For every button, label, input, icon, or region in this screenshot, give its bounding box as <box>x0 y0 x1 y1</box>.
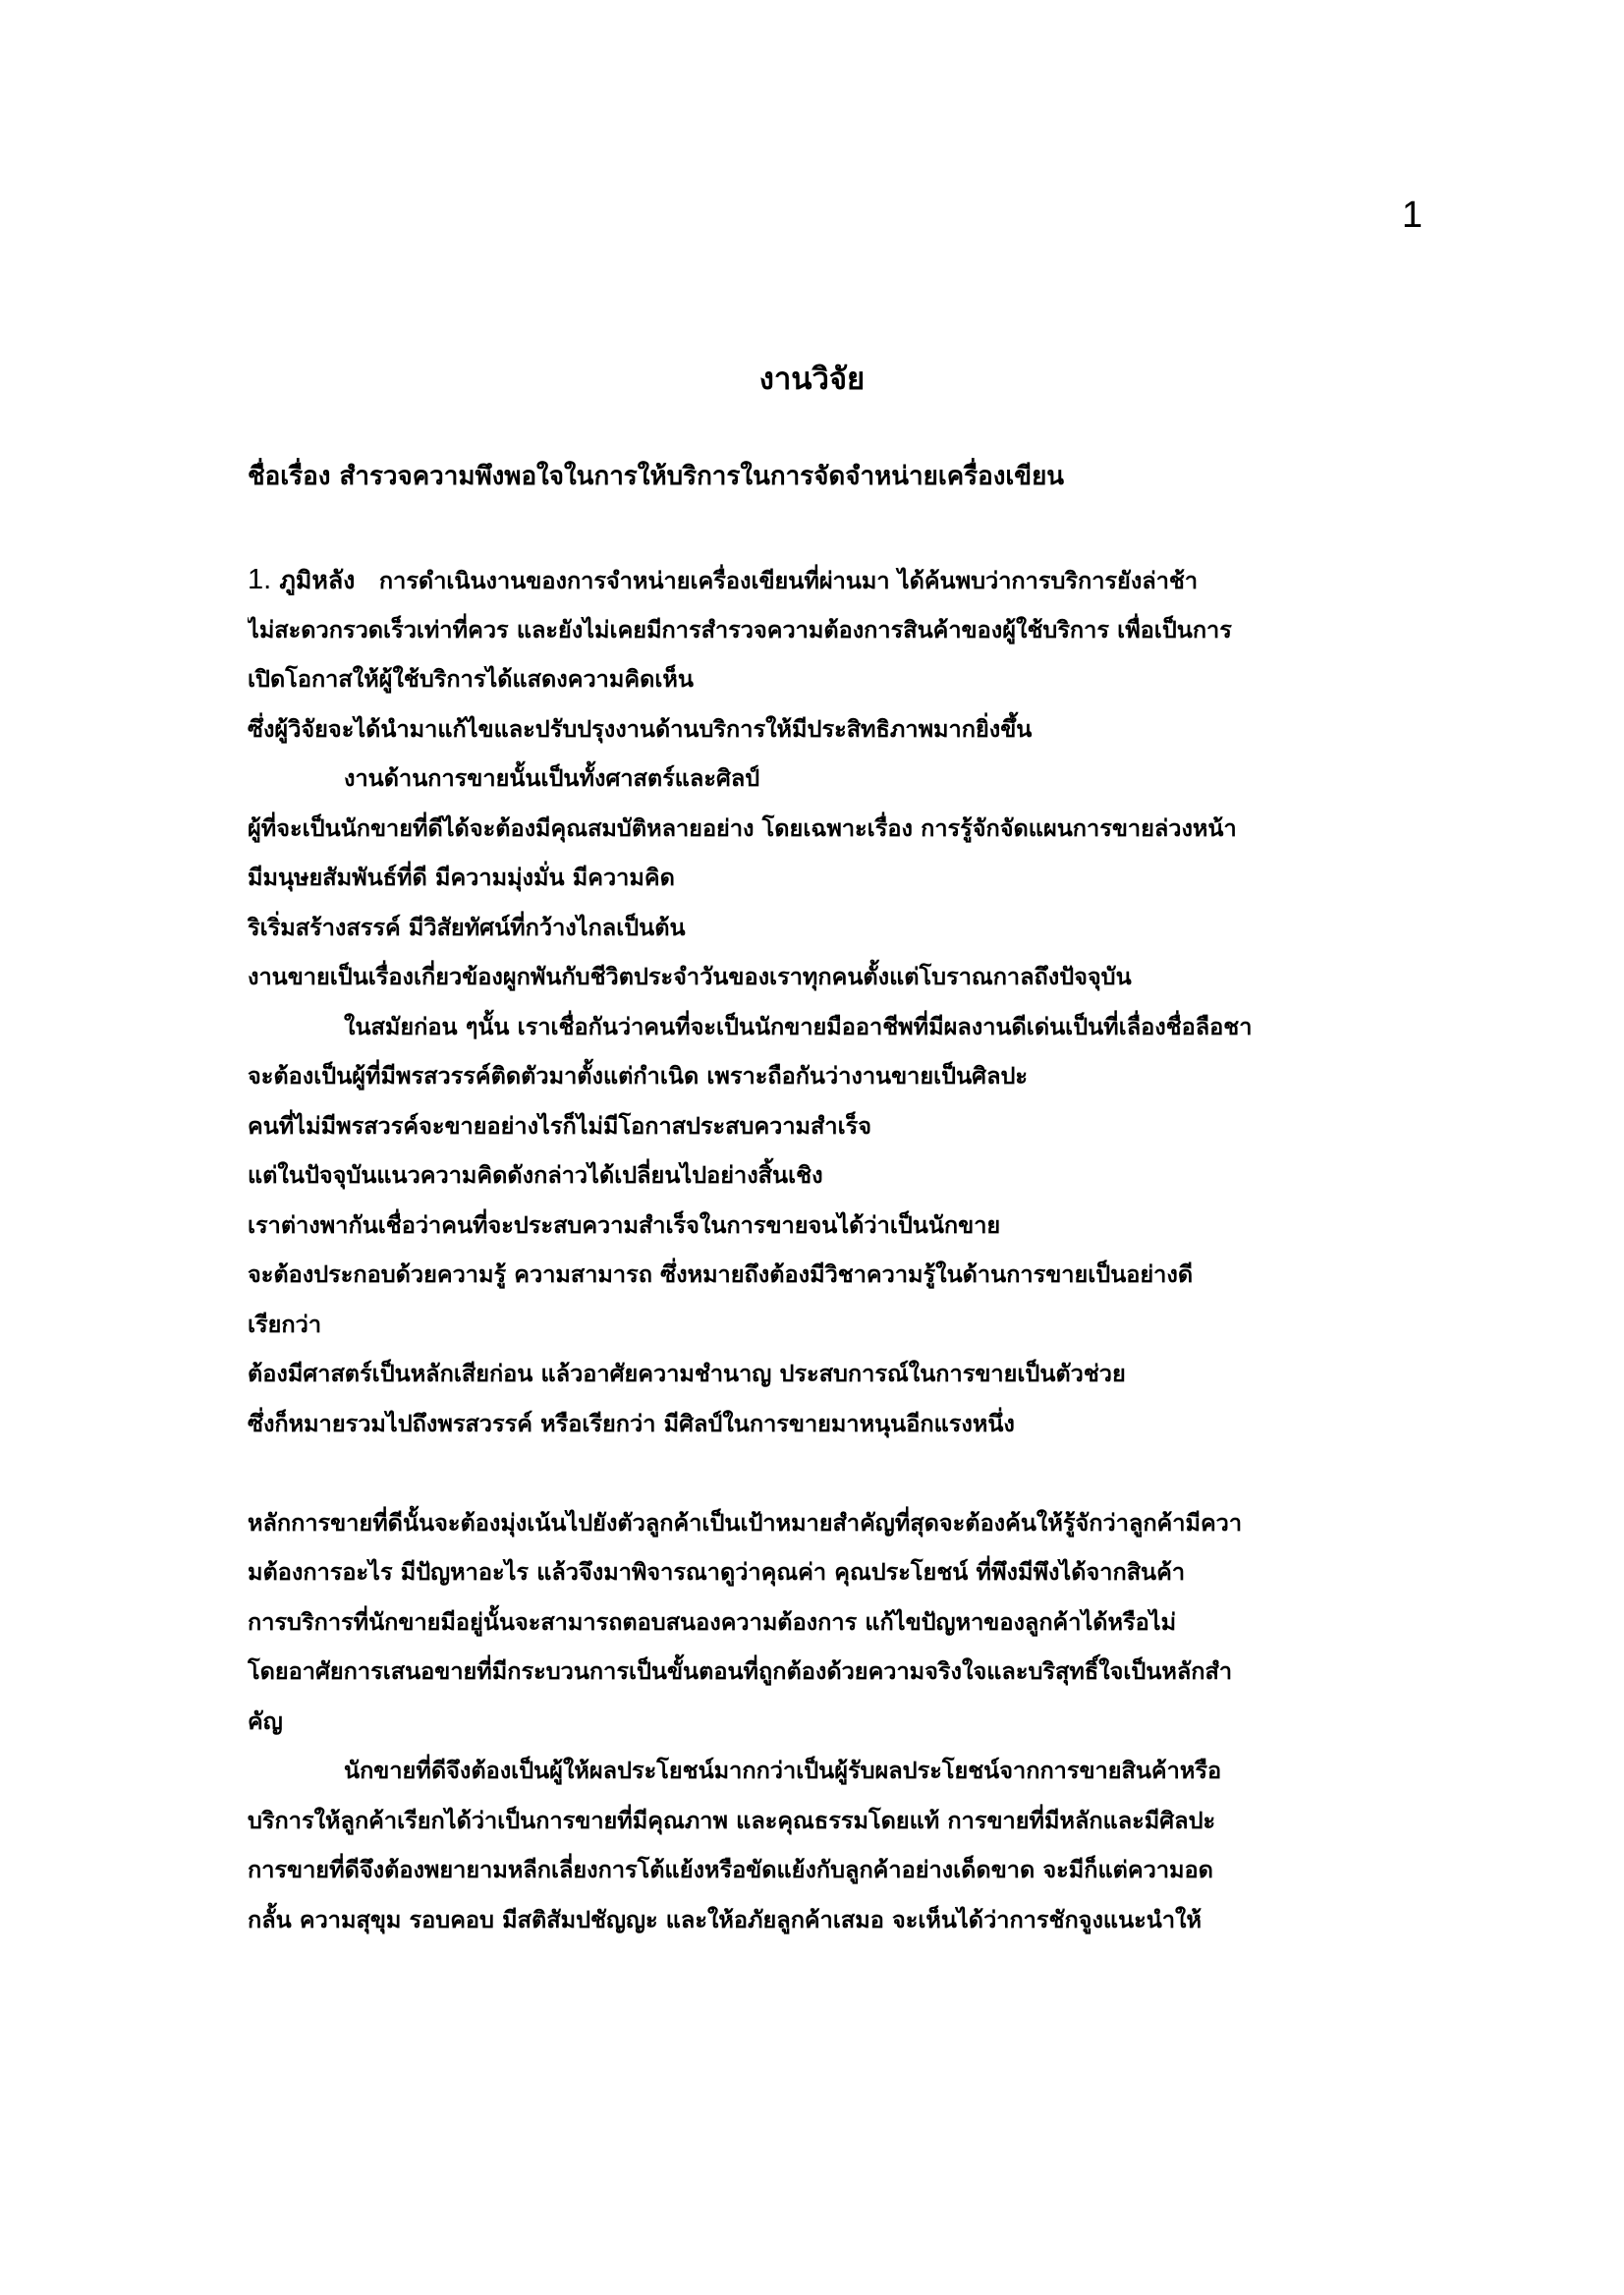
paragraph-line: นักขายที่ดีจึงต้องเป็นผู้ให้ผลประโยชน์มากกว่าเป็นผู้รับผลประโยชน์จากการขายสินค้าหรือ <box>344 1757 1222 1784</box>
paragraph-line: จะต้องประกอบด้วยความรู้ ความสามารถ ซึ่งหมายถึงต้องมีวิชาความรู้ในด้านการขายเป็นอย่างดี <box>248 1260 1194 1288</box>
paragraph-line: ซึ่งก็หมายรวมไปถึงพรสวรรค์ หรือเรียกว่า มีศิลป์ในการขายมาหนุนอีกแรงหนึ่ง <box>248 1409 1015 1437</box>
paragraph-line: เปิดโอกาสให้ผู้ใช้บริการได้แสดงความคิดเห็น <box>248 665 694 693</box>
paragraph-line: หลักการขายที่ดีนั้นจะต้องมุ่งเน้นไปยังตัวลูกค้าเป็นเป้าหมายสำคัญที่สุดจะต้องค้นให้รู้จักว่าลูกค้ามีควา <box>248 1508 1243 1537</box>
paragraph-line: คัญ <box>248 1707 283 1735</box>
paragraph-line: ไม่สะดวกรวดเร็วเท่าที่ควร และยังไม่เคยมีการสำรวจความต้องการสินค้าของผู้ใช้บริการ เพื่อเป็นการ <box>248 615 1232 644</box>
section-label: ภูมิหลัง <box>279 566 356 594</box>
paragraph-line: บริการให้ลูกค้าเรียกได้ว่าเป็นการขายที่มีคุณภาพ และคุณธรรมโดยแท้ การขายที่มีหลักและมีศิลปะ <box>248 1806 1216 1834</box>
paragraph-line: คนที่ไม่มีพรสวรค์จะขายอย่างไรก็ไม่มีโอกาสประสบความสำเร็จ <box>248 1111 872 1140</box>
paragraph-line: การบริการที่นักขายมีอยู่นั้นจะสามารถตอบสนองความต้องการ แก้ไขปัญหาของลูกค้าได้หรือไม่ <box>248 1607 1177 1636</box>
paragraph-line: การขายที่ดีจึงต้องพยายามหลีกเลี่ยงการโต้แย้งหรือขัดแย้งกับลูกค้าอย่างเด็ดขาด จะมีก็แต่ความอด <box>248 1856 1213 1883</box>
paragraph-line: ต้องมีศาสตร์เป็นหลักเสียก่อน แล้วอาศัยความชำนาญ ประสบการณ์ในการขายเป็นตัวช่วย <box>248 1360 1126 1387</box>
paragraph-line: โดยอาศัยการเสนอขายที่มีกระบวนการเป็นขั้นตอนที่ถูกต้องด้วยความจริงใจและบริสุทธิ์ใจเป็นหลักสำ <box>248 1657 1233 1685</box>
paragraph-line: งานด้านการขายนั้นเป็นทั้งศาสตร์และศิลป์ <box>344 764 760 792</box>
page-number: 1 <box>1401 195 1423 236</box>
paragraph-line: แต่ในปัจจุบันแนวความคิดดังกล่าวได้เปลี่ยนไปอย่างสิ้นเชิง <box>248 1161 823 1189</box>
paragraph-line: กลั้น ความสุขุม รอบคอบ มีสติสัมปชัญญะ และให้อภัยลูกค้าเสมอ จะเห็นได้ว่าการชักจูงแนะนำให้ <box>248 1905 1202 1933</box>
paragraph-line: มต้องการอะไร มีปัญหาอะไร แล้วจึงมาพิจารณาดูว่าคุณค่า คุณประโยชน์ ที่พึงมีพึงได้จากสินค้า <box>248 1558 1186 1586</box>
paragraph-line: จะต้องเป็นผู้ที่มีพรสวรรค์ติดตัวมาตั้งแต่กำเนิด เพราะถือกันว่างานขายเป็นศิลปะ <box>248 1062 1029 1090</box>
paragraph-line: เรียกว่า <box>248 1310 322 1338</box>
subject-heading: ชื่อเรื่อง สำรวจความพึงพอใจในการให้บริการในการจัดจำหน่ายเครื่องเขียน <box>248 462 1065 491</box>
section-number: 1. <box>248 564 272 595</box>
section-heading-line <box>248 555 1407 605</box>
paragraph-line: ผู้ที่จะเป็นนักขายที่ดีได้จะต้องมีคุณสมบัติหลายอย่าง โดยเฉพาะเรื่อง การรู้จักจัดแผนการขายล่วงหน้า <box>248 813 1237 842</box>
body-text <box>248 555 1407 1944</box>
paragraph-line: ในสมัยก่อน ๆนั้น เราเชื่อกันว่าคนที่จะเป็นนักขายมืออาชีพที่มีผลงานดีเด่นเป็นที่เลื่องชื่อลือชา <box>344 1012 1253 1040</box>
paragraph-line: มีมนุษยสัมพันธ์ที่ดี มีความมุ่งมั่น มีความคิด <box>248 864 675 891</box>
section-first-line: การดำเนินงานของการจำหน่ายเครื่องเขียนที่ผ่านมา ได้ค้นพบว่าการบริการยังล่าช้า <box>378 567 1199 594</box>
paragraph-line: ซึ่งผู้วิจัยจะได้นำมาแก้ไขและปรับปรุงงานด้านบริการให้มีประสิทธิภาพมากยิ่งขึ้น <box>248 714 1033 743</box>
paragraph-line: ริเริ่มสร้างสรรค์ มีวิสัยทัศน์ที่กว้างไกลเป็นต้น <box>248 913 686 941</box>
document-title: งานวิจัย <box>758 362 866 397</box>
paragraph-line: งานขายเป็นเรื่องเกี่ยวข้องผูกพันกับชีวิตประจำวันของเราทุกคนตั้งแต่โบราณกาลถึงปัจจุบัน <box>248 963 1132 990</box>
paragraph-gap <box>248 1448 1407 1498</box>
paragraph-line: เราต่างพากันเชื่อว่าคนที่จะประสบความสำเร็จในการขายจนได้ว่าเป็นนักขาย <box>248 1210 1001 1239</box>
